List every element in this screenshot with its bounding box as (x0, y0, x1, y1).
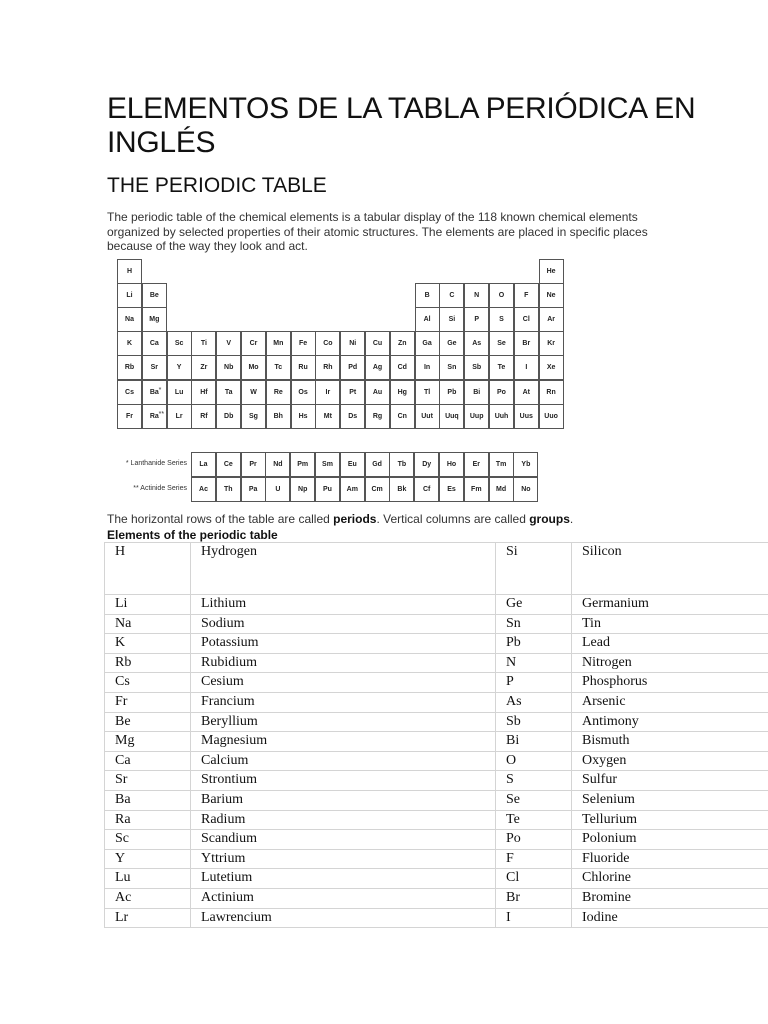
series-element-cell: Cf (414, 477, 439, 502)
table-row (105, 869, 768, 889)
name-cell: Antimony (572, 712, 768, 732)
element-cell: S (489, 307, 514, 332)
symbol-cell: I (496, 908, 572, 928)
symbol-cell: O (496, 751, 572, 771)
series-element-cell: Th (216, 477, 241, 502)
element-cell: Cd (390, 355, 415, 380)
element-cell: Cu (365, 331, 390, 356)
symbol-cell: N (496, 653, 572, 673)
symbol-cell: H (105, 543, 191, 595)
symbol-cell: Sn (496, 614, 572, 634)
symbol-cell: Be (105, 712, 191, 732)
element-cell: Lu (167, 380, 192, 405)
element-cell: Ti (191, 331, 216, 356)
table-row (105, 830, 768, 850)
element-cell: Sg (241, 404, 266, 429)
series-element-cell: Ho (439, 452, 464, 477)
table-row (105, 849, 768, 869)
symbol-cell: Si (496, 543, 572, 595)
name-cell: Actinium (191, 888, 496, 908)
table-row (105, 673, 768, 693)
name-cell: Germanium (572, 595, 768, 615)
element-cell: Au (365, 380, 390, 405)
element-cell: Ge (439, 331, 464, 356)
series-element-cell: Yb (513, 452, 538, 477)
series-label: * Lanthanide Series (125, 460, 187, 467)
name-cell: Lithium (191, 595, 496, 615)
element-cell: Cl (514, 307, 539, 332)
element-cell: Lr (167, 404, 192, 429)
element-cell: H (117, 259, 142, 284)
intro-paragraph: The periodic table of the chemical elements is a tabular display of the 118 known chemical elements organized by selected properties of their atomic structures. The elements are placed in specific places because of the way they look and act. (107, 210, 648, 253)
symbol-cell: Br (496, 888, 572, 908)
element-cell: Ne (539, 283, 564, 308)
name-cell: Sodium (191, 614, 496, 634)
series-element-cell: Pu (315, 477, 340, 502)
name-cell: Rubidium (191, 653, 496, 673)
series-marker: * (158, 386, 162, 394)
name-cell: Sulfur (572, 771, 768, 791)
symbol-cell: F (496, 849, 572, 869)
element-cell: Uus (514, 404, 539, 429)
element-cell: Ni (340, 331, 365, 356)
groups-term: groups (529, 512, 570, 526)
symbol-cell: K (105, 634, 191, 654)
table-row (105, 908, 768, 928)
element-cell: Ga (415, 331, 440, 356)
table-row (105, 732, 768, 752)
series-element-cell: Tm (489, 452, 514, 477)
name-cell: Selenium (572, 790, 768, 810)
element-cell: Rb (117, 355, 142, 380)
series-element-cell: Np (290, 477, 315, 502)
periods-groups-sentence (107, 512, 573, 526)
series-element-cell: Nd (265, 452, 290, 477)
element-cell: Xe (539, 355, 564, 380)
series-element-cell: Am (340, 477, 365, 502)
symbol-cell: Te (496, 810, 572, 830)
element-cell: Uuq (439, 404, 464, 429)
element-cell: N (464, 283, 489, 308)
name-cell: Phosphorus (572, 673, 768, 693)
element-cell: Cn (390, 404, 415, 429)
page-title: ELEMENTOS DE LA TABLA PERIÓDICA EN INGLÉS (107, 92, 696, 159)
element-cell: Cs (117, 380, 142, 405)
symbol-cell: Ca (105, 751, 191, 771)
element-cell: Ds (340, 404, 365, 429)
symbol-cell: P (496, 673, 572, 693)
element-cell: Se (489, 331, 514, 356)
name-cell: Francium (191, 692, 496, 712)
element-cell: C (439, 283, 464, 308)
element-cell: Kr (539, 331, 564, 356)
symbol-cell: Rb (105, 653, 191, 673)
element-cell: Sc (167, 331, 192, 356)
name-cell: Tin (572, 614, 768, 634)
symbol-cell: Ge (496, 595, 572, 615)
element-cell: Ca (142, 331, 167, 356)
name-cell: Beryllium (191, 712, 496, 732)
series-marker: ** (158, 410, 165, 418)
element-cell: Pt (340, 380, 365, 405)
symbol-cell: As (496, 692, 572, 712)
element-cell: K (117, 331, 142, 356)
periods-term: periods (333, 512, 377, 526)
name-cell: Lutetium (191, 869, 496, 889)
series-element-cell: Pm (290, 452, 315, 477)
element-cell: Uuo (539, 404, 564, 429)
name-cell: Cesium (191, 673, 496, 693)
name-cell: Polonium (572, 830, 768, 850)
name-cell: Chlorine (572, 869, 768, 889)
name-cell: Magnesium (191, 732, 496, 752)
element-cell: Bi (464, 380, 489, 405)
table-row (105, 771, 768, 791)
sentence-part: . Vertical columns are called (376, 512, 530, 526)
name-cell: Strontium (191, 771, 496, 791)
element-cell: Hf (191, 380, 216, 405)
sentence-part: . (569, 512, 574, 526)
symbol-cell: Pb (496, 634, 572, 654)
name-cell: Nitrogen (572, 653, 768, 673)
name-cell: Bismuth (572, 732, 768, 752)
element-cell: Nb (216, 355, 241, 380)
element-cell: In (415, 355, 440, 380)
series-element-cell: Fm (464, 477, 489, 502)
table-row (105, 614, 768, 634)
element-cell: Sr (142, 355, 167, 380)
series-element-cell: Ac (191, 477, 216, 502)
element-cell: Mg (142, 307, 167, 332)
table-row (105, 712, 768, 732)
symbol-cell: Lr (105, 908, 191, 928)
symbol-cell: Cl (496, 869, 572, 889)
symbol-cell: Ac (105, 888, 191, 908)
series-element-cell: Gd (365, 452, 390, 477)
element-cell: Sn (439, 355, 464, 380)
element-cell: Al (415, 307, 440, 332)
series-element-cell: Pa (241, 477, 266, 502)
element-cell: At (514, 380, 539, 405)
symbol-cell: Po (496, 830, 572, 850)
section-heading: THE PERIODIC TABLE (107, 174, 327, 197)
element-cell: V (216, 331, 241, 356)
element-cell: Ag (365, 355, 390, 380)
name-cell: Scandium (191, 830, 496, 850)
element-cell: Mo (241, 355, 266, 380)
element-cell: Ir (315, 380, 340, 405)
element-cell: As (464, 331, 489, 356)
table-row (105, 751, 768, 771)
element-cell: Ru (291, 355, 316, 380)
symbol-cell: Cs (105, 673, 191, 693)
symbol-cell: Sc (105, 830, 191, 850)
element-cell: Ta (216, 380, 241, 405)
name-cell: Calcium (191, 751, 496, 771)
series-label: ** Actinide Series (133, 484, 187, 492)
element-cell: Ba (142, 380, 167, 405)
element-cell: Re (266, 380, 291, 405)
series-element-cell: Er (464, 452, 489, 477)
symbol-cell: Na (105, 614, 191, 634)
symbol-cell: Ra (105, 810, 191, 830)
element-cell: Co (315, 331, 340, 356)
element-cell: He (539, 259, 564, 284)
element-cell: Rn (539, 380, 564, 405)
table-row (105, 790, 768, 810)
symbol-cell: Se (496, 790, 572, 810)
element-cell: O (489, 283, 514, 308)
series-element-cell: Md (489, 477, 514, 502)
element-cell: Si (439, 307, 464, 332)
element-cell: Zr (191, 355, 216, 380)
element-cell: Te (489, 355, 514, 380)
name-cell: Tellurium (572, 810, 768, 830)
series-element-cell: Tb (389, 452, 414, 477)
element-cell: Cr (241, 331, 266, 356)
element-cell: Uuh (489, 404, 514, 429)
element-cell: Hg (390, 380, 415, 405)
element-cell: W (241, 380, 266, 405)
element-cell: F (514, 283, 539, 308)
element-cell: Y (167, 355, 192, 380)
element-cell: B (415, 283, 440, 308)
element-cell: Tc (266, 355, 291, 380)
name-cell: Iodine (572, 908, 768, 928)
symbol-cell: Sb (496, 712, 572, 732)
series-element-cell: Bk (389, 477, 414, 502)
series-element-cell: Sm (315, 452, 340, 477)
element-cell: Bh (266, 404, 291, 429)
sentence-part: The horizontal rows of the table are called (107, 512, 334, 526)
table-caption: Elements of the periodic table (107, 528, 278, 542)
element-cell: Zn (390, 331, 415, 356)
series-element-cell: No (513, 477, 538, 502)
element-cell: Rg (365, 404, 390, 429)
element-cell: Uup (464, 404, 489, 429)
symbol-cell: Sr (105, 771, 191, 791)
symbol-cell: Li (105, 595, 191, 615)
element-cell: Mt (315, 404, 340, 429)
series-element-cell: Pr (241, 452, 266, 477)
element-cell: Tl (415, 380, 440, 405)
name-cell: Lead (572, 634, 768, 654)
name-cell: Potassium (191, 634, 496, 654)
element-cell: I (514, 355, 539, 380)
series-element-cell: U (265, 477, 290, 502)
symbol-cell: Lu (105, 869, 191, 889)
table-row (105, 653, 768, 673)
element-cell: Ra (142, 404, 167, 429)
symbol-cell: Bi (496, 732, 572, 752)
element-cell: Rh (315, 355, 340, 380)
symbol-cell: S (496, 771, 572, 791)
element-cell: Fr (117, 404, 142, 429)
elements-table (104, 542, 768, 928)
series-element-cell: Es (439, 477, 464, 502)
table-row (105, 595, 768, 615)
series-element-cell: Dy (414, 452, 439, 477)
name-cell: Radium (191, 810, 496, 830)
element-cell: Po (489, 380, 514, 405)
name-cell: Arsenic (572, 692, 768, 712)
name-cell: Barium (191, 790, 496, 810)
element-cell: Os (291, 380, 316, 405)
element-cell: Rf (191, 404, 216, 429)
name-cell: Lawrencium (191, 908, 496, 928)
name-cell: Yttrium (191, 849, 496, 869)
element-cell: Sb (464, 355, 489, 380)
element-cell: Be (142, 283, 167, 308)
table-row (105, 888, 768, 908)
element-cell: Na (117, 307, 142, 332)
symbol-cell: Ba (105, 790, 191, 810)
element-cell: P (464, 307, 489, 332)
name-cell: Silicon (572, 543, 768, 595)
element-cell: Br (514, 331, 539, 356)
name-cell: Fluoride (572, 849, 768, 869)
name-cell: Hydrogen (191, 543, 496, 595)
series-element-cell: La (191, 452, 216, 477)
series-element-cell: Ce (216, 452, 241, 477)
series-element-cell: Eu (340, 452, 365, 477)
element-cell: Mn (266, 331, 291, 356)
table-row (105, 634, 768, 654)
name-cell: Bromine (572, 888, 768, 908)
table-row (105, 692, 768, 712)
element-cell: Pd (340, 355, 365, 380)
symbol-cell: Mg (105, 732, 191, 752)
series-element-cell: Cm (365, 477, 390, 502)
table-row (105, 810, 768, 830)
name-cell: Oxygen (572, 751, 768, 771)
symbol-cell: Fr (105, 692, 191, 712)
symbol-cell: Y (105, 849, 191, 869)
element-cell: Uut (415, 404, 440, 429)
element-cell: Db (216, 404, 241, 429)
element-cell: Pb (439, 380, 464, 405)
table-row (105, 543, 768, 595)
element-cell: Hs (291, 404, 316, 429)
element-cell: Li (117, 283, 142, 308)
element-cell: Ar (539, 307, 564, 332)
element-cell: Fe (291, 331, 316, 356)
